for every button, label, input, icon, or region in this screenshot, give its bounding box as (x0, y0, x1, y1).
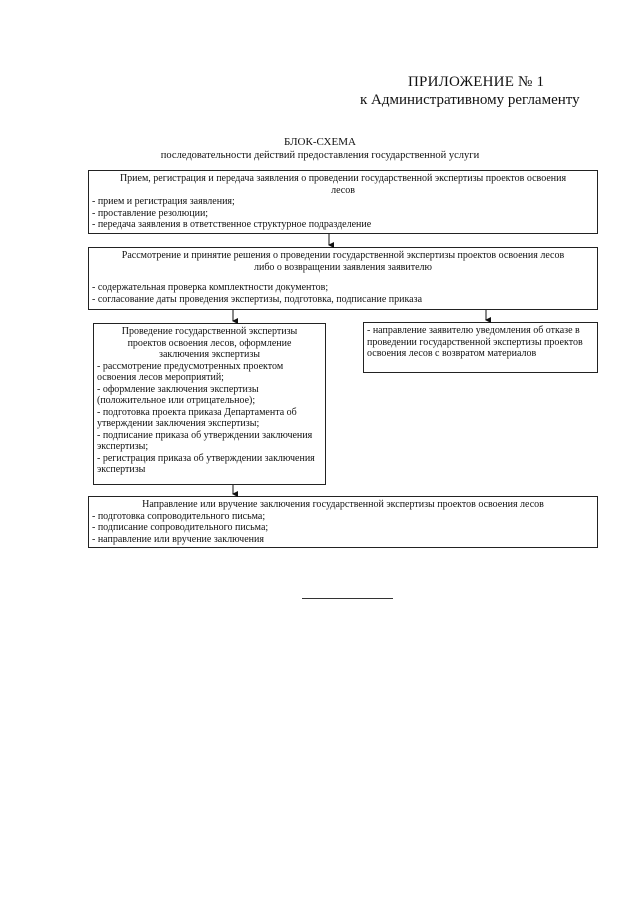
step-reception-item: - прием и регистрация заявления; (92, 196, 235, 207)
appendix-title: ПРИЛОЖЕНИЕ № 1 (408, 74, 545, 90)
step-review-item: - содержательная проверка комплектности документов; (92, 282, 329, 293)
step-reception-title-cont: лесов (331, 184, 355, 196)
step-reception-title: Прием, регистрация и передача заявления о проведении государственной экспертизы проектов освоения (119, 173, 567, 184)
step-expertise-item: - регистрация приказа об утверждении заключения экспертизы (97, 452, 315, 475)
step-review-title-cont: либо о возвращении заявления заявителю (253, 261, 433, 273)
step-expertise-item: - подготовка проекта приказа Департамента об утверждении заключения экспертизы; (97, 406, 297, 429)
step-review-item: - согласование даты проведения экспертизы, подготовка, подписание приказа (92, 293, 423, 305)
step-reception-item: - передача заявления в ответственное структурное подразделение (92, 219, 372, 230)
step-review-title: Рассмотрение и принятие решения о проведении государственной экспертизы проектов освоения лесов (121, 250, 565, 261)
step-delivery-box (88, 496, 598, 548)
step-reception-box (88, 170, 598, 234)
step-refusal-text: - направление заявителю уведомления об отказе в проведении государственной экспертизы проектов освоения лесов с возвратом материалов (367, 325, 583, 359)
step-delivery-item: - подготовка сопроводительного письма; (92, 510, 266, 522)
step-delivery-title: Направление или вручение заключения государственной экспертизы проектов освоения лесов (142, 499, 544, 510)
appendix-subtitle: к Административному регламенту (360, 92, 580, 108)
end-divider-line (302, 598, 393, 599)
step-refusal-box (363, 322, 598, 373)
step-expertise-title-cont: проектов освоения лесов, оформление (127, 337, 292, 349)
step-delivery-item: - направление или вручение заключения (92, 533, 264, 545)
step-reception-item: - проставление резолюции; (92, 207, 209, 219)
step-expertise-title: Проведение государственной экспертизы (121, 326, 298, 337)
step-expertise-title-cont: заключения экспертизы (159, 349, 260, 360)
step-expertise-box (93, 323, 326, 485)
step-expertise-item: - оформление заключения экспертизы (положительное или отрицательное); (97, 383, 259, 406)
step-expertise-item: - рассмотрение предусмотренных проектом освоения лесов мероприятий; (97, 360, 284, 383)
scheme-subtitle: последовательности действий предоставления государственной услуги (160, 150, 480, 161)
step-expertise-item: - подписание приказа об утверждении заключения экспертизы; (97, 429, 313, 452)
step-delivery-item: - подписание сопроводительного письма; (92, 522, 269, 533)
scheme-title: БЛОК-СХЕМА (284, 136, 356, 148)
step-review-box (88, 247, 598, 310)
